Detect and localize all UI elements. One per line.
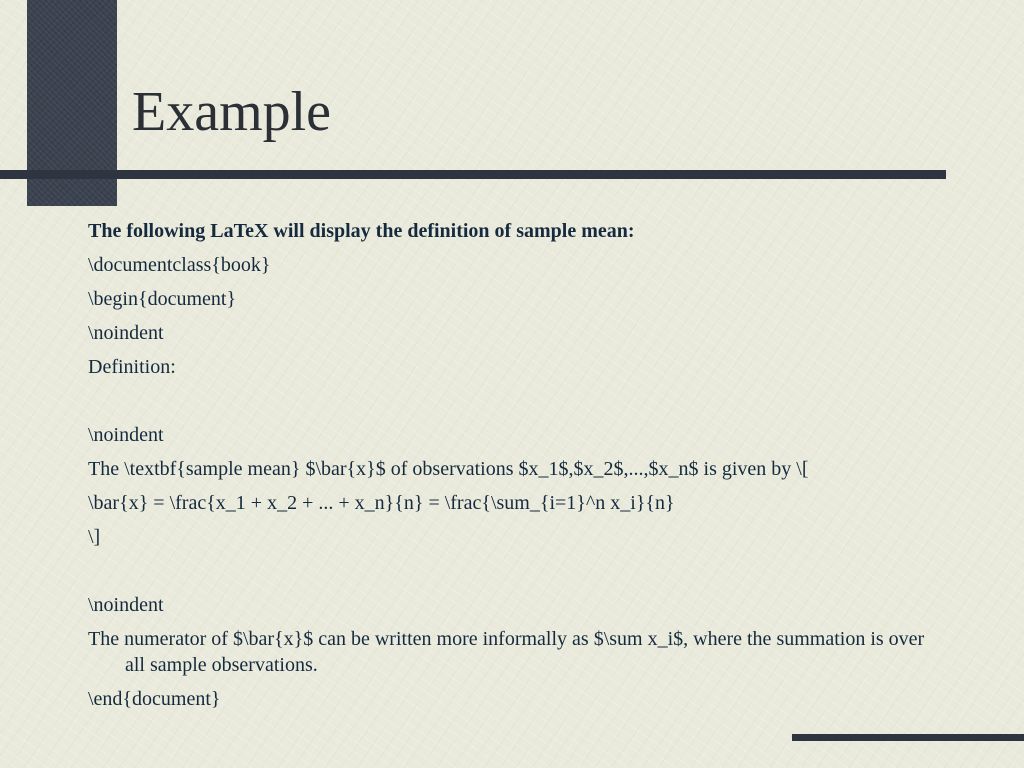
body-blank-line — [88, 388, 948, 414]
body-line: The numerator of $\bar{x}$ can be written more informally as $\sum x_i$, where the summation is over all sample observations. — [88, 628, 925, 676]
body-line: \documentclass{book} — [88, 254, 271, 276]
body-line: \noindent — [88, 322, 164, 344]
body-line: The \textbf{sample mean} $\bar{x}$ of observations $x_1$,$x_2$,...,$x_n$ is given by \[ — [88, 458, 809, 480]
slide-title: Example — [132, 81, 332, 143]
slide-body — [88, 218, 948, 720]
body-blank-line — [88, 558, 948, 584]
body-line: Definition: — [88, 356, 176, 378]
body-line: \noindent — [88, 594, 164, 616]
title-divider — [0, 170, 946, 179]
body-line-intro: The following LaTeX will display the definition of sample mean: — [88, 220, 635, 242]
footer-divider — [792, 734, 1024, 741]
body-line: \begin{document} — [88, 288, 237, 310]
body-line: \] — [88, 526, 101, 548]
body-line: \bar{x} = \frac{x_1 + x_2 + ... + x_n}{n} = \frac{\sum_{i=1}^n x_i}{n} — [88, 492, 675, 514]
body-line: \end{document} — [88, 688, 221, 710]
body-line: \noindent — [88, 424, 164, 446]
